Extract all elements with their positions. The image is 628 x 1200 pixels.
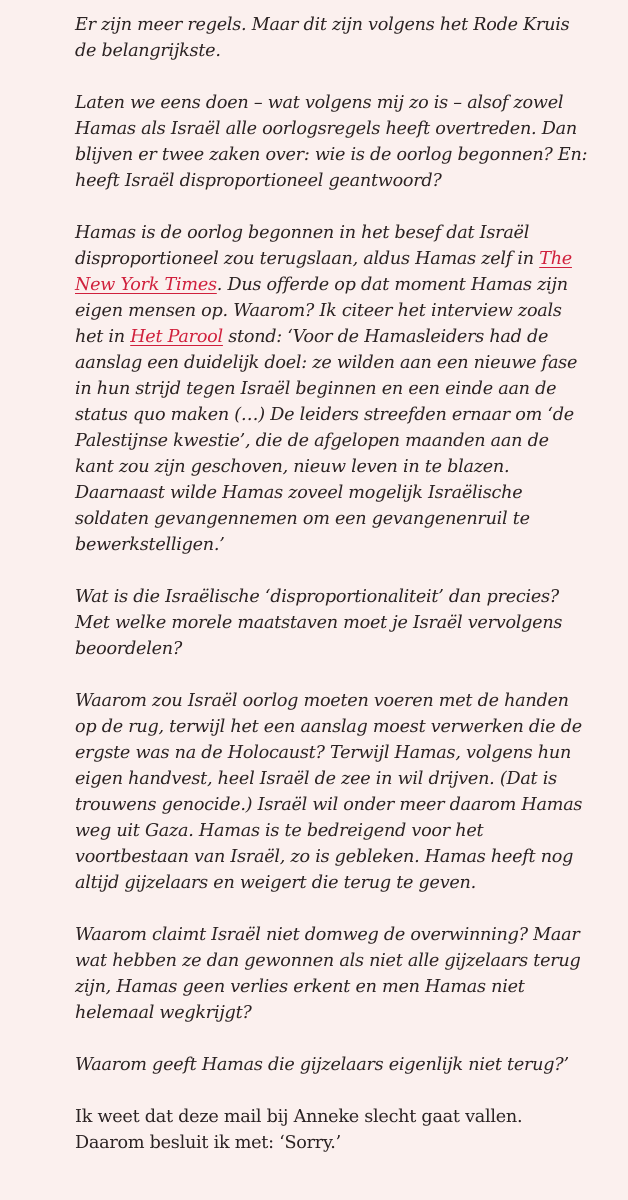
article-paragraph: [75, 1104, 588, 1156]
paragraph-text: Laten we eens doen – wat volgens mij zo is – alsof zowel Hamas als Israël alle oorlogsregels heeft overtreden. Dan blijven er twee zaken over: wie is de oorlog begonnen? En: heeft Israël disproportioneel geantwoord?: [75, 93, 588, 191]
article-paragraph: [75, 12, 588, 64]
article-paragraph: [75, 1052, 588, 1078]
article-paragraph: [75, 922, 588, 1026]
article-paragraph: [75, 220, 588, 558]
article-paragraph: [75, 688, 588, 896]
article-paragraph: [75, 90, 588, 194]
paragraph-text: Waarom zou Israël oorlog moeten voeren met de handen op de rug, terwijl het een aanslag moest verwerken die de ergste was na de Holocaust? Terwijl Hamas, volgens hun eigen handvest, heel Israël de zee in wil drijven. (Dat is trouwens genocide.) Israël wil onder meer daarom Hamas weg uit Gaza. Hamas is te bedreigend voor het voortbestaan van Israël, zo is gebleken. Hamas heeft nog altijd gijzelaars en weigert die terug te geven.: [75, 691, 583, 893]
the-new-york-times-link[interactable]: The New York Times: [75, 249, 572, 295]
paragraph-text: Ik weet dat deze mail bij Anneke slecht gaat vallen. Daarom besluit ik met: ‘Sorry.’: [75, 1107, 523, 1153]
paragraph-text: Waarom geeft Hamas die gijzelaars eigenlijk niet terug?’: [75, 1055, 569, 1075]
paragraph-text: Waarom claimt Israël niet domweg de overwinning? Maar wat hebben ze dan gewonnen als niet alle gijzelaars terug zijn, Hamas geen verlies erkent en men Hamas niet helemaal wegkrijgt?: [75, 925, 581, 1023]
paragraph-text: . Dus offerde op dat moment Hamas zijn eigen mensen op. Waarom? Ik citeer het interview zoals het in: [75, 275, 568, 347]
paragraph-text: stond: ‘Voor de Hamasleiders had de aanslag een duidelijk doel: ze wilden aan een nieuwe fase in hun strijd tegen Israël beginnen en een einde aan de status quo maken (…) De leiders streefden ernaar om ‘de Palestijnse kwestie’, die de afgelopen maanden aan de kant zou zijn geschoven, nieuw leven in te blazen. Daarnaast wilde Hamas zoveel mogelijk Israëlische soldaten gevangennemen om een gevangenenruil te bewerkstelligen.’: [75, 327, 578, 555]
paragraph-text: Er zijn meer regels. Maar dit zijn volgens het Rode Kruis de belangrijkste.: [75, 15, 570, 61]
het-parool-link[interactable]: Het Parool: [130, 327, 223, 347]
article-paragraph: [75, 584, 588, 662]
paragraph-text: Wat is die Israëlische ‘disproportionaliteit’ dan precies? Met welke morele maatstaven moet je Israël vervolgens beoordelen?: [75, 587, 563, 659]
paragraph-text: Hamas is de oorlog begonnen in het besef dat Israël disproportioneel zou terugslaan, aldus Hamas zelf in: [75, 223, 540, 269]
